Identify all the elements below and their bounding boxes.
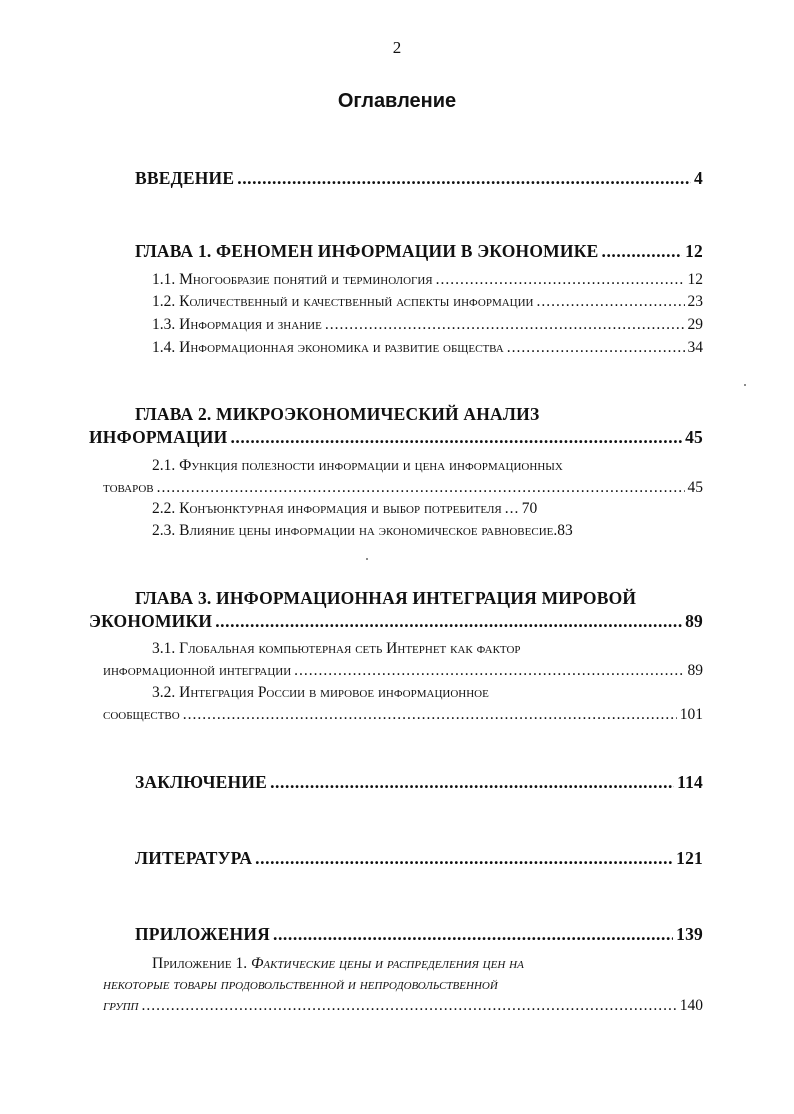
dot-leader <box>237 168 691 189</box>
toc-entry-section-2-1-line1[interactable]: 2.1. Функция полезности информации и цена информационных <box>152 457 563 474</box>
toc-entry-page: 140 <box>679 997 703 1014</box>
toc-entry-page: 4 <box>694 168 703 188</box>
toc-entry-section-2-3[interactable]: 2.3. Влияние цены информации на экономическое равновесие.83 <box>152 522 573 539</box>
toc-entry-appendix-1-line2[interactable]: некоторые товары продовольственной и непродовольственной <box>103 976 498 993</box>
toc-entry-chapter-2[interactable] <box>89 427 703 448</box>
dot-leader <box>255 848 673 869</box>
appendix-title-part1: Фактические цены и распределения цен на <box>250 955 524 972</box>
toc-entry-page: 70 <box>521 500 538 517</box>
dot-leader <box>273 924 673 945</box>
toc-entry-introduction[interactable] <box>135 168 703 189</box>
toc-entry-chapter-2-line1[interactable]: ГЛАВА 2. МИКРОЭКОНОМИЧЕСКИЙ АНАЛИЗ <box>135 404 540 424</box>
dot-leader <box>294 662 684 680</box>
dot-leader <box>505 500 519 518</box>
dot-leader <box>507 339 685 357</box>
toc-entry-label: товаров <box>103 479 154 496</box>
dot-leader <box>183 706 677 724</box>
dot-leader <box>601 241 682 262</box>
toc-entry-label: ВВЕДЕНИЕ <box>135 168 235 188</box>
toc-entry-page: 12 <box>687 271 703 288</box>
toc-entry-label: ГЛАВА 1. ФЕНОМЕН ИНФОРМАЦИИ В ЭКОНОМИКЕ <box>135 241 599 261</box>
appendix-prefix: Приложение 1. <box>152 955 248 972</box>
toc-entry-literature[interactable] <box>135 848 703 869</box>
toc-entry-page: 121 <box>676 848 703 868</box>
page-title: Оглавление <box>337 90 457 112</box>
page-number: 2 <box>392 38 402 57</box>
dot-leader <box>270 772 674 793</box>
toc-entry-label: сообщество <box>103 706 180 723</box>
toc-entry-chapter-1[interactable] <box>135 241 703 262</box>
toc-entry-page: 45 <box>685 427 703 447</box>
toc-entry-section-1-4[interactable] <box>152 339 703 357</box>
dot-leader <box>157 479 685 497</box>
toc-entry-label: информационной интеграции <box>103 662 292 679</box>
dot-leader <box>230 427 682 448</box>
dot-leader <box>325 316 685 334</box>
toc-entry-page: 23 <box>687 293 703 310</box>
toc-entry-section-2-2[interactable] <box>152 500 703 518</box>
toc-entry-label: ЛИТЕРАТУРА <box>135 848 253 868</box>
toc-entry-label: 1.2. Количественный и качественный аспекты информации <box>152 293 534 310</box>
toc-entry-page: 45 <box>687 479 703 496</box>
toc-entry-page: 34 <box>687 339 703 356</box>
toc-entry-section-3-1-line1[interactable]: 3.1. Глобальная компьютерная сеть Интернет как фактор <box>152 640 521 657</box>
toc-entry-section-3-2-line1[interactable]: 3.2. Интеграция России в мировое информационное <box>152 684 489 701</box>
toc-entry-section-1-3[interactable] <box>152 316 703 334</box>
toc-entry-section-3-1[interactable] <box>103 662 703 680</box>
toc-entry-label: 1.4. Информационная экономика и развитие общества <box>152 339 504 356</box>
toc-entry-section-1-2[interactable] <box>152 293 703 311</box>
toc-entry-label: ЗАКЛЮЧЕНИЕ <box>135 772 268 792</box>
toc-entry-label: 1.3. Информация и знание <box>152 316 322 333</box>
toc-entry-chapter-3[interactable] <box>89 611 703 632</box>
toc-entry-label: групп <box>103 997 139 1014</box>
toc-entry-section-1-1[interactable] <box>152 271 703 289</box>
toc-entry-page: 89 <box>685 611 703 631</box>
toc-entry-label: ИНФОРМАЦИИ <box>89 427 228 447</box>
toc-entry-appendix-1[interactable] <box>103 997 703 1015</box>
toc-entry-section-2-1[interactable] <box>103 479 703 497</box>
toc-entry-label: 2.2. Конъюнктурная информация и выбор потребителя <box>152 500 502 517</box>
toc-entry-page: 12 <box>685 241 703 261</box>
dot-leader <box>537 293 685 311</box>
toc-entry-page: 114 <box>677 772 703 792</box>
dot-leader <box>215 611 682 632</box>
toc-entry-page: 29 <box>687 316 703 333</box>
toc-entry-appendices[interactable] <box>135 924 703 945</box>
toc-entry-section-3-2[interactable] <box>103 706 703 724</box>
scan-speck <box>366 558 368 560</box>
scan-speck <box>744 384 746 386</box>
dot-leader <box>436 271 685 289</box>
toc-entry-chapter-3-line1[interactable]: ГЛАВА 3. ИНФОРМАЦИОННАЯ ИНТЕГРАЦИЯ МИРОВОЙ <box>135 588 637 608</box>
toc-entry-page: 89 <box>687 662 703 679</box>
toc-entry-label: 1.1. Многообразие понятий и терминология <box>152 271 433 288</box>
toc-entry-label: ЭКОНОМИКИ <box>89 611 213 631</box>
toc-entry-label: ПРИЛОЖЕНИЯ <box>135 924 270 944</box>
toc-entry-page: 101 <box>679 706 703 723</box>
toc-entry-conclusion[interactable] <box>135 772 703 793</box>
toc-entry-appendix-1-line1[interactable] <box>152 955 524 973</box>
toc-entry-page: 139 <box>676 924 703 944</box>
dot-leader <box>142 997 677 1015</box>
